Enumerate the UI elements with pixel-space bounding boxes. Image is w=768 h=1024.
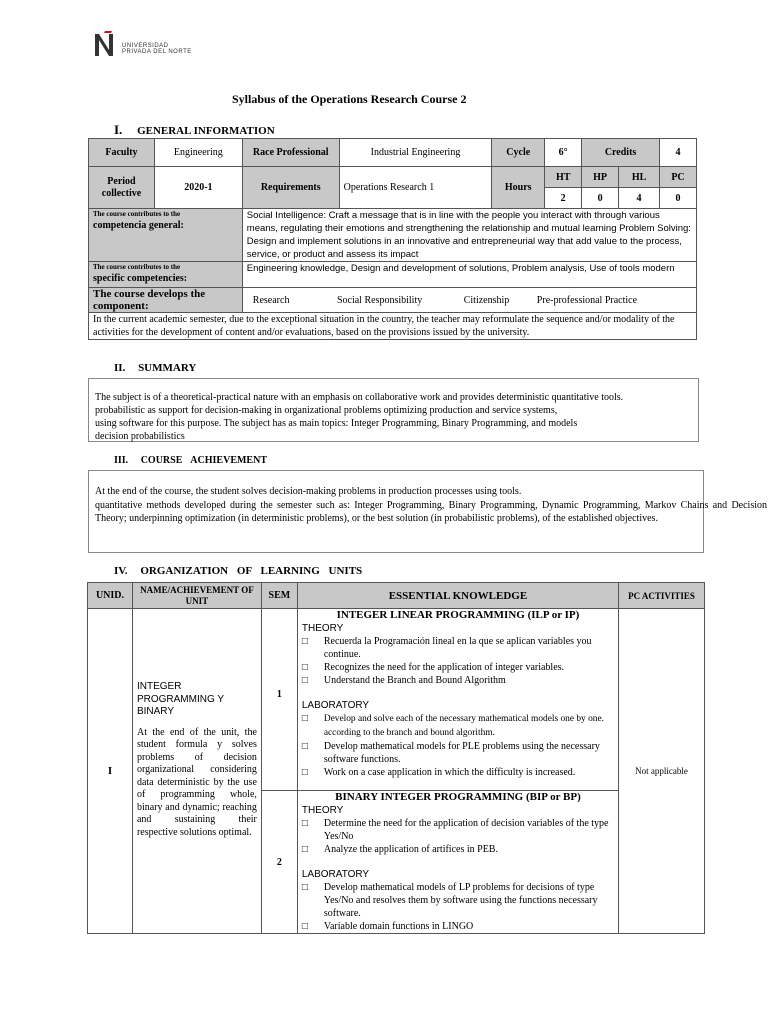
week-2-title: BINARY INTEGER PROGRAMMING (BIP or BP) (335, 791, 581, 803)
period-value: 2020-1 (154, 167, 242, 209)
header-unid: UNID. (88, 583, 133, 609)
section-1-heading (114, 122, 275, 138)
specific-competence-small: The course contributes to the (93, 263, 181, 271)
unit-name: INTEGER PROGRAMMING Y BINARY (136, 681, 224, 717)
race-value: Industrial Engineering (339, 139, 492, 167)
section-3-number: III. (114, 455, 129, 466)
week-1-title: INTEGER LINEAR PROGRAMMING (ILP or IP) (336, 609, 580, 621)
cycle-label: Cycle (492, 139, 545, 167)
week-1-content (297, 609, 618, 791)
hp-value: 0 (582, 188, 619, 209)
week-2-theory-label: THEORY (301, 805, 344, 816)
unit-achievement: At the end of the unit, the student formula y solves problems of decision organizational considering data deterministic by the use of programming whole, binary and dynamic; reaching and sustaining their respective solutions optimal. (136, 726, 257, 838)
summary-line-3: using software for this purpose. The subject has as main topics: Integer Programming, Binary Programming, and models (95, 418, 578, 429)
bullet-icon: □ (301, 713, 308, 724)
bullet-icon: □ (301, 818, 308, 829)
header-knowledge: ESSENTIAL KNOWLEDGE (297, 583, 618, 609)
specific-competence-label (89, 262, 243, 288)
achievement-line-2: quantitative methods developed during the semester such as: Integer Programming, Binary Programming, Dynamic Programming, Markov Chains and Decision Theory; underpinning optimization (in deterministic problems), or the best solution (in probabilistic problems), of the established objectives. (95, 499, 767, 524)
component-label: The course develops the component: (89, 288, 243, 313)
section-4-number: IV. (114, 565, 128, 577)
summary-line-1: The subject is of a theoretical-practical nature with an emphasis on collaborative work and provides deterministic quantitative tools. (95, 392, 624, 403)
pc-value: 0 (660, 188, 697, 209)
component-research: Research (252, 294, 290, 306)
specific-competence-big: specific competencies: (93, 273, 188, 284)
general-competence-big: competencia general: (93, 220, 184, 231)
week-1-lab-item: □ Work on a case application in which the difficulty is increased. (301, 767, 576, 778)
period-label: Period collective (89, 167, 155, 209)
section-4-heading (114, 565, 362, 577)
week-2-theory-item: □ Determine the need for the application of decision variables of the type Yes/No (301, 818, 609, 842)
bullet-icon: □ (301, 921, 308, 932)
document-title: Syllabus of the Operations Research Course 2 (232, 92, 467, 106)
learning-units-table (87, 582, 705, 934)
faculty-value: Engineering (154, 139, 242, 167)
component-preprofessional: Pre-professional Practice (536, 294, 638, 306)
bullet-icon: □ (301, 844, 308, 855)
cycle-value: 6° (545, 139, 582, 167)
week-2-lab-label: LABORATORY (301, 869, 370, 880)
achievement-line-1: At the end of the course, the student solves decision-making problems in production processes using tools. (95, 486, 522, 497)
section-4-title: ORGANIZATION OF LEARNING UNITS (140, 565, 363, 577)
bullet-icon: □ (301, 662, 308, 673)
unit-name-cell (132, 609, 261, 934)
section-2-title: SUMMARY (138, 362, 197, 374)
section-2-heading (114, 362, 196, 374)
unit-number: I (88, 609, 133, 934)
logo-line-2: PRIVADA DEL NORTE (122, 49, 192, 55)
week-1-theory-item: □ Recognizes the need for the application of integer variables. (301, 662, 565, 673)
header-name: NAME/ACHIEVEMENT OF UNIT (132, 583, 261, 609)
general-competence-small: The course contributes to the (93, 210, 181, 218)
general-info-table (88, 138, 697, 340)
component-citizenship: Citizenship (463, 294, 510, 306)
week-1-number: 1 (261, 609, 297, 791)
specific-competence-text: Engineering knowledge, Design and development of solutions, Problem analysis, Use of tools modern (242, 262, 696, 288)
summary-box (88, 378, 699, 442)
section-3-title: COURSE ACHIEVEMENT (140, 455, 267, 466)
week-2-lab-item: □ Develop mathematical models of LP problems for decisions of type Yes/No and resolves them by software using the functions necessary software. (301, 882, 598, 919)
hours-label: Hours (492, 167, 545, 209)
section-2-number: II. (114, 362, 126, 374)
faculty-label: Faculty (89, 139, 155, 167)
bullet-icon: □ (301, 675, 308, 686)
general-competence-label (89, 209, 243, 262)
ht-label: HT (545, 167, 582, 188)
logo-n-icon (92, 30, 120, 58)
pc-activities-value: Not applicable (619, 609, 705, 934)
bullet-icon: □ (301, 741, 308, 752)
week-1-lab-item: □ Develop mathematical models for PLE problems using the necessary software functions. (301, 741, 600, 765)
hl-value: 4 (619, 188, 660, 209)
ht-value: 2 (545, 188, 582, 209)
week-1-theory-item: □ Recuerda la Programación lineal en la que se aplican variables you continue. (301, 636, 592, 660)
section-1-number: I. (114, 122, 123, 137)
university-logo (92, 30, 202, 60)
section-1-title: GENERAL INFORMATION (137, 125, 275, 137)
week-1-theory-label: THEORY (301, 623, 344, 634)
section-3-heading (114, 455, 267, 466)
week-2-number: 2 (261, 791, 297, 934)
exceptional-note: In the current academic semester, due to the exceptional situation in the country, the teacher may reformulate the sequence and/or modality of the activities for the development of content and/or evaluations, based on the provisions issued by the university. (89, 313, 697, 340)
week-1-theory-item: □ Understand the Branch and Bound Algorithm (301, 675, 506, 686)
logo-line-1: UNIVERSIDAD (122, 43, 169, 49)
achievement-box (88, 470, 767, 553)
component-social: Social Responsibility (336, 294, 423, 306)
header-pc-activities: PC ACTIVITIES (619, 583, 705, 609)
week-2-lab-item: □ Variable domain functions in LINGO (301, 921, 474, 932)
bullet-icon: □ (301, 767, 308, 778)
credits-label: Credits (582, 139, 660, 167)
summary-line-2: probabilistic as support for decision-making in organizational problems optimizing production and service systems, (95, 405, 558, 416)
component-options (242, 288, 696, 313)
header-sem: SEM (261, 583, 297, 609)
credits-value: 4 (660, 139, 697, 167)
requirements-label: Requirements (242, 167, 339, 209)
week-2-content (297, 791, 618, 934)
requirements-value: Operations Research 1 (339, 167, 492, 209)
week-1-lab-label: LABORATORY (301, 700, 370, 711)
bullet-icon: □ (301, 882, 308, 893)
week-1-lab-item: □ Develop and solve each of the necessary mathematical models one by one. according to the branch and bound algorithm. (301, 713, 604, 738)
summary-line-4: decision probabilistics (95, 431, 185, 442)
bullet-icon: □ (301, 636, 308, 647)
hp-label: HP (582, 167, 619, 188)
week-2-theory-item: □ Analyze the application of artifices in PEB. (301, 844, 498, 855)
race-label: Race Professional (242, 139, 339, 167)
general-competence-text: Social Intelligence: Craft a message that is in line with the people you interact with through various means, regulating their emotions and strengthening the relationship and mutual learning Problem Solving: Design and implement solutions in an innovative and entrepreneurial way that add value to the process, service, or product and assess its impact (242, 209, 696, 262)
hl-label: HL (619, 167, 660, 188)
pc-label: PC (660, 167, 697, 188)
